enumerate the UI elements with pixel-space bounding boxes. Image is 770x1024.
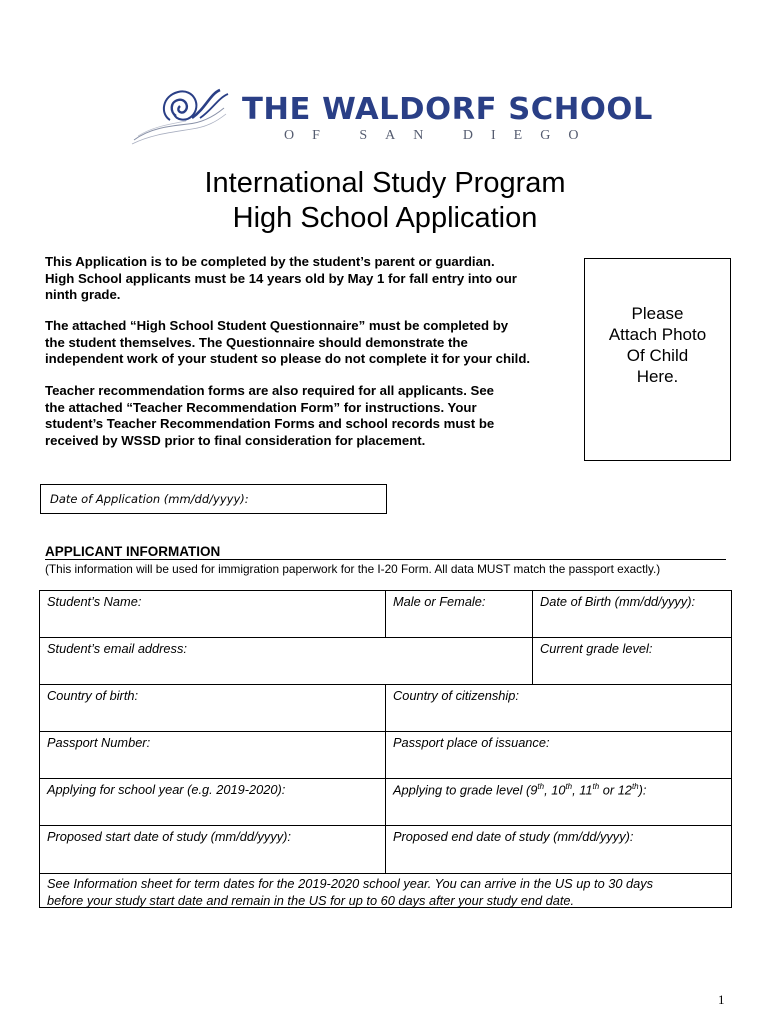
term-dates-note — [47, 876, 653, 909]
applicant-section-note: (This information will be used for immigration paperwork for the I-20 Form. All data MUST match the passport exactly.) — [45, 562, 661, 576]
photo-instruction-line: Attach Photo — [608, 325, 707, 344]
column-divider — [532, 591, 533, 684]
intro-line: ninth grade. — [45, 287, 121, 302]
start-date-field[interactable]: Proposed start date of study (mm/dd/yyyy): — [47, 829, 291, 844]
intro-line: the student themselves. The Questionnaire should demonstrate the — [45, 334, 468, 350]
applying-grade-level-field[interactable] — [393, 782, 646, 797]
school-location: OF SAN DIEGO — [284, 128, 597, 143]
school-logo — [130, 84, 653, 146]
country-of-birth-field[interactable]: Country of birth: — [47, 688, 139, 703]
photo-attachment-box[interactable] — [584, 258, 731, 461]
note-line: See Information sheet for term dates for the 2019-2020 school year. You can arrive in the US up to 30 days — [47, 876, 654, 891]
photo-instruction-line: Here. — [636, 367, 679, 386]
swirl-logo-icon — [130, 84, 230, 146]
grade-text: , 11 — [572, 782, 593, 798]
intro-line: independent work of your student so please do not complete it for your child. — [45, 351, 531, 366]
end-date-field[interactable]: Proposed end date of study (mm/dd/yyyy): — [393, 829, 634, 844]
country-of-citizenship-field[interactable]: Country of citizenship: — [393, 688, 519, 703]
school-name: THE WALDORF SCHOOL — [242, 92, 653, 127]
student-email-field[interactable]: Student’s email address: — [47, 641, 187, 656]
date-of-birth-field[interactable]: Date of Birth (mm/dd/yyyy): — [540, 594, 696, 609]
date-of-application-field[interactable] — [40, 484, 387, 514]
date-of-application-label: Date of Application (mm/dd/yyyy): — [50, 492, 249, 506]
section-title: APPLICANT INFORMATION — [45, 544, 221, 559]
school-year-field[interactable]: Applying for school year (e.g. 2019-2020): — [47, 782, 286, 797]
intro-paragraph-3 — [45, 383, 570, 449]
intro-line: The attached “High School Student Questionnaire” must be completed by — [45, 318, 509, 333]
intro-line: received by WSSD prior to final consideration for placement. — [45, 432, 426, 448]
ordinal-suffix: th — [565, 782, 573, 791]
intro-line: student’s Teacher Recommendation Forms and school records must be — [45, 416, 495, 431]
student-name-field[interactable]: Student’s Name: — [47, 594, 142, 609]
intro-line: This Application is to be completed by the student’s parent or guardian. — [45, 254, 495, 269]
document-title: International Study Program — [204, 167, 566, 199]
ordinal-suffix: th — [537, 782, 545, 791]
photo-instruction-line: Of Child — [626, 346, 689, 365]
ordinal-suffix: th — [631, 782, 639, 791]
current-grade-field[interactable]: Current grade level: — [540, 641, 653, 656]
ordinal-suffix: th — [592, 782, 600, 791]
passport-place-field[interactable]: Passport place of issuance: — [393, 735, 550, 750]
photo-instructions — [585, 303, 730, 387]
page-number: 1 — [718, 992, 725, 1007]
grade-text: or 12 — [599, 782, 632, 798]
grade-text: ): — [638, 782, 647, 798]
intro-paragraph-1 — [45, 254, 570, 304]
applicant-section-heading — [45, 543, 726, 560]
intro-line: the attached “Teacher Recommendation Form” for instructions. Your — [45, 399, 477, 415]
intro-line: Teacher recommendation forms are also required for all applicants. See — [45, 383, 495, 398]
row-divider — [40, 873, 731, 874]
grade-text: Applying to grade level (9 — [393, 782, 538, 798]
photo-instruction-line: Please — [631, 304, 684, 323]
row-divider — [40, 637, 731, 638]
passport-number-field[interactable]: Passport Number: — [47, 735, 151, 750]
column-divider — [385, 684, 386, 873]
sex-field[interactable]: Male or Female: — [393, 594, 486, 609]
intro-line: High School applicants must be 14 years old by May 1 for fall entry into our — [45, 270, 517, 286]
grade-text: , 10 — [544, 782, 566, 798]
note-line: before your study start date and remain in the US for up to 60 days after your study end date. — [47, 892, 575, 908]
document-subtitle: High School Application — [232, 202, 538, 234]
applicant-info-form — [39, 590, 732, 908]
column-divider — [385, 591, 386, 637]
intro-paragraph-2 — [45, 318, 570, 368]
